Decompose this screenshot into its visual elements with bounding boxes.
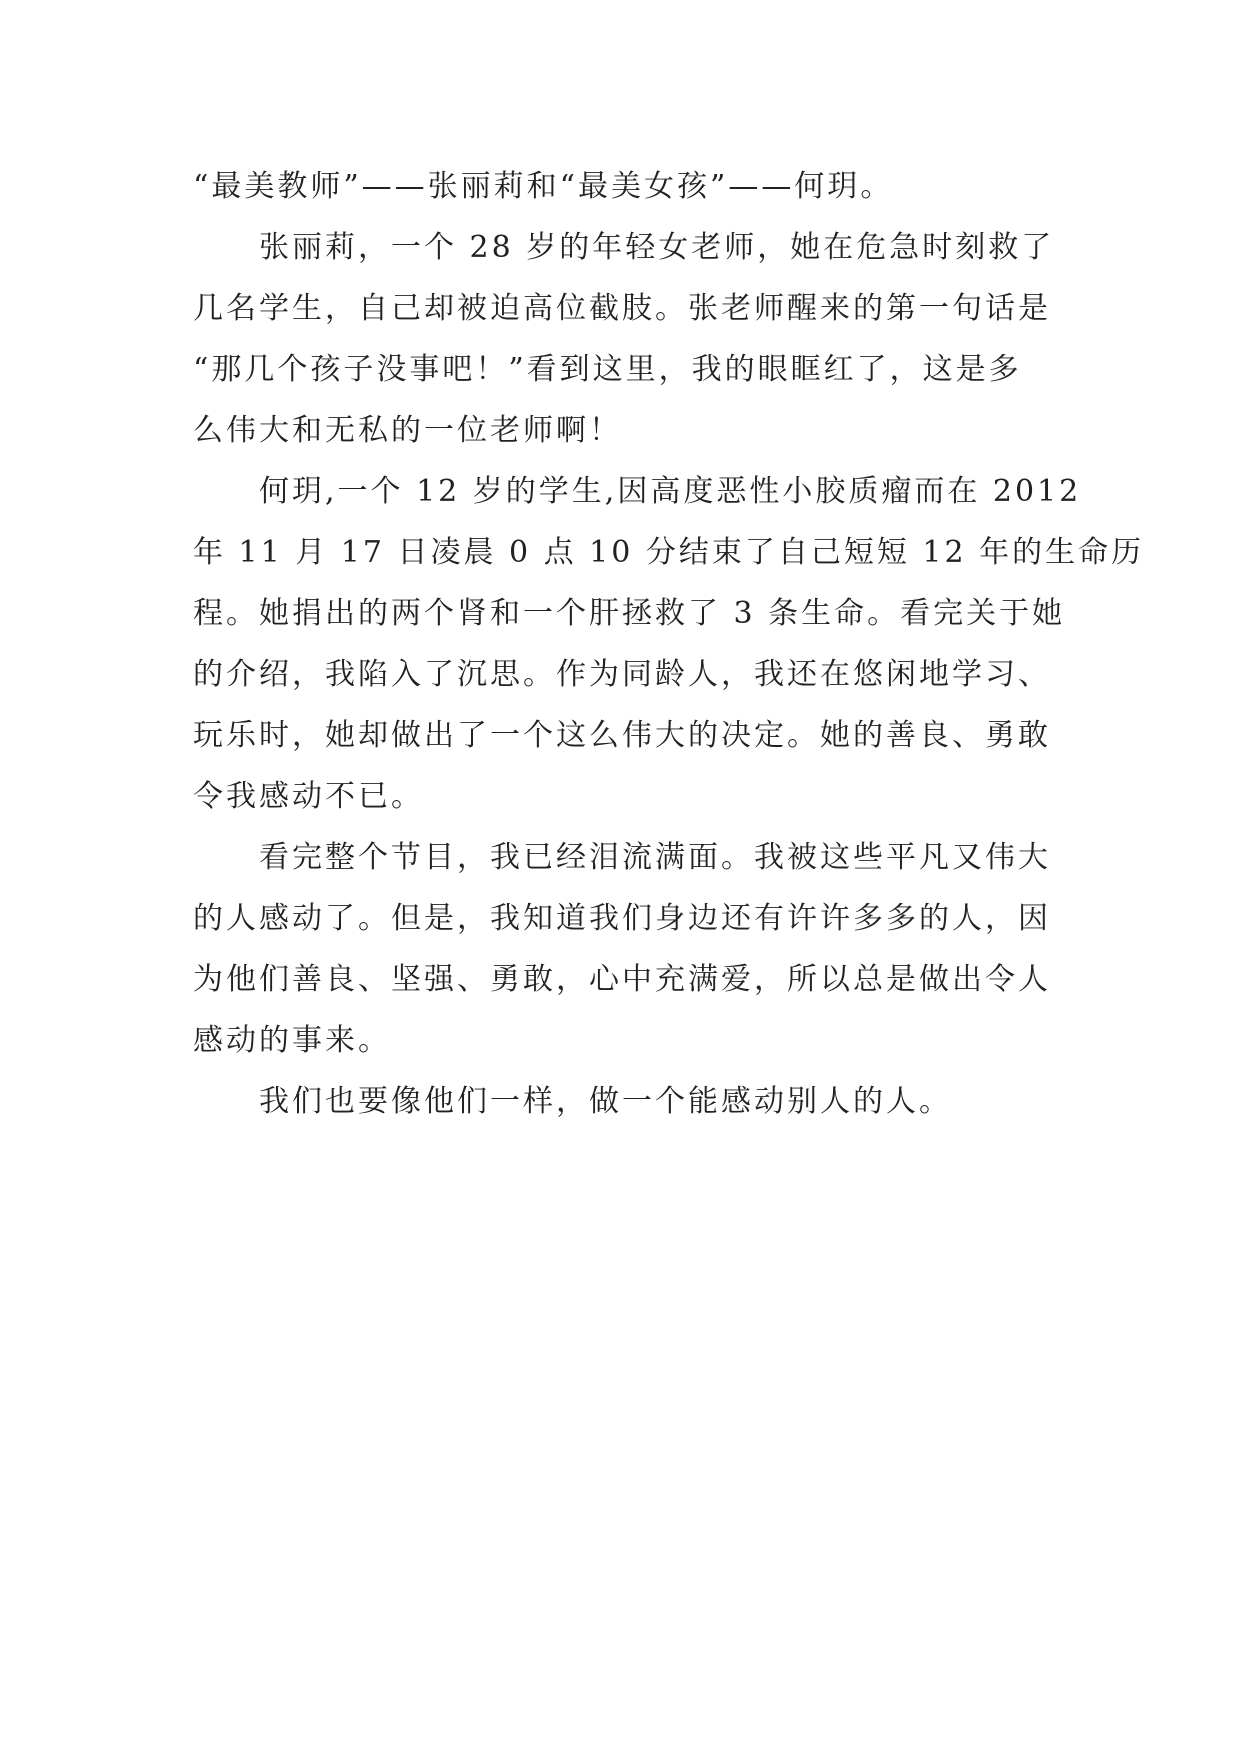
paragraph-line: 感动的事来。 [193, 1023, 391, 1058]
paragraph-line: “那几个孩子没事吧！”看到这里，我的眼眶红了，这是多 [193, 352, 1022, 387]
paragraph-line: 张丽莉，一个 28 岁的年轻女老师，她在危急时刻救了 [259, 230, 1055, 265]
paragraph-line: 的人感动了。但是，我知道我们身边还有许许多多的人，因 [193, 901, 1051, 936]
paragraph-line: 的介绍，我陷入了沉思。作为同龄人，我还在悠闲地学习、 [193, 657, 1051, 692]
paragraph-line: 几名学生，自己却被迫高位截肢。张老师醒来的第一句话是 [193, 291, 1051, 326]
paragraph-line: 年 11 月 17 日凌晨 0 点 10 分结束了自己短短 12 年的生命历 [193, 535, 1145, 570]
paragraph-line: 么伟大和无私的一位老师啊！ [193, 413, 622, 448]
paragraph-3 [193, 461, 1145, 827]
paragraph-line: 为他们善良、坚强、勇敢，心中充满爱，所以总是做出令人 [193, 962, 1051, 997]
paragraph-line: 程。她捐出的两个肾和一个肝拯救了 3 条生命。看完关于她 [193, 596, 1066, 631]
paragraph-line: 何玥,一个 12 岁的学生,因高度恶性小胶质瘤而在 2012 [259, 474, 1082, 509]
paragraph-5 [193, 1071, 1073, 1132]
paragraph-line: 玩乐时，她却做出了一个这么伟大的决定。她的善良、勇敢 [193, 718, 1051, 753]
document-body [193, 156, 1145, 1132]
paragraph-1 [193, 156, 1073, 217]
paragraph-4 [193, 827, 1073, 1071]
paragraph-line: 令我感动不已。 [193, 779, 424, 814]
paragraph-line: 看完整个节目，我已经泪流满面。我被这些平凡又伟大 [259, 840, 1051, 875]
paragraph-2 [193, 217, 1073, 461]
paragraph-line: 我们也要像他们一样，做一个能感动别人的人。 [259, 1084, 952, 1119]
paragraph-line: “最美教师”——张丽莉和“最美女孩”——何玥。 [193, 169, 894, 204]
